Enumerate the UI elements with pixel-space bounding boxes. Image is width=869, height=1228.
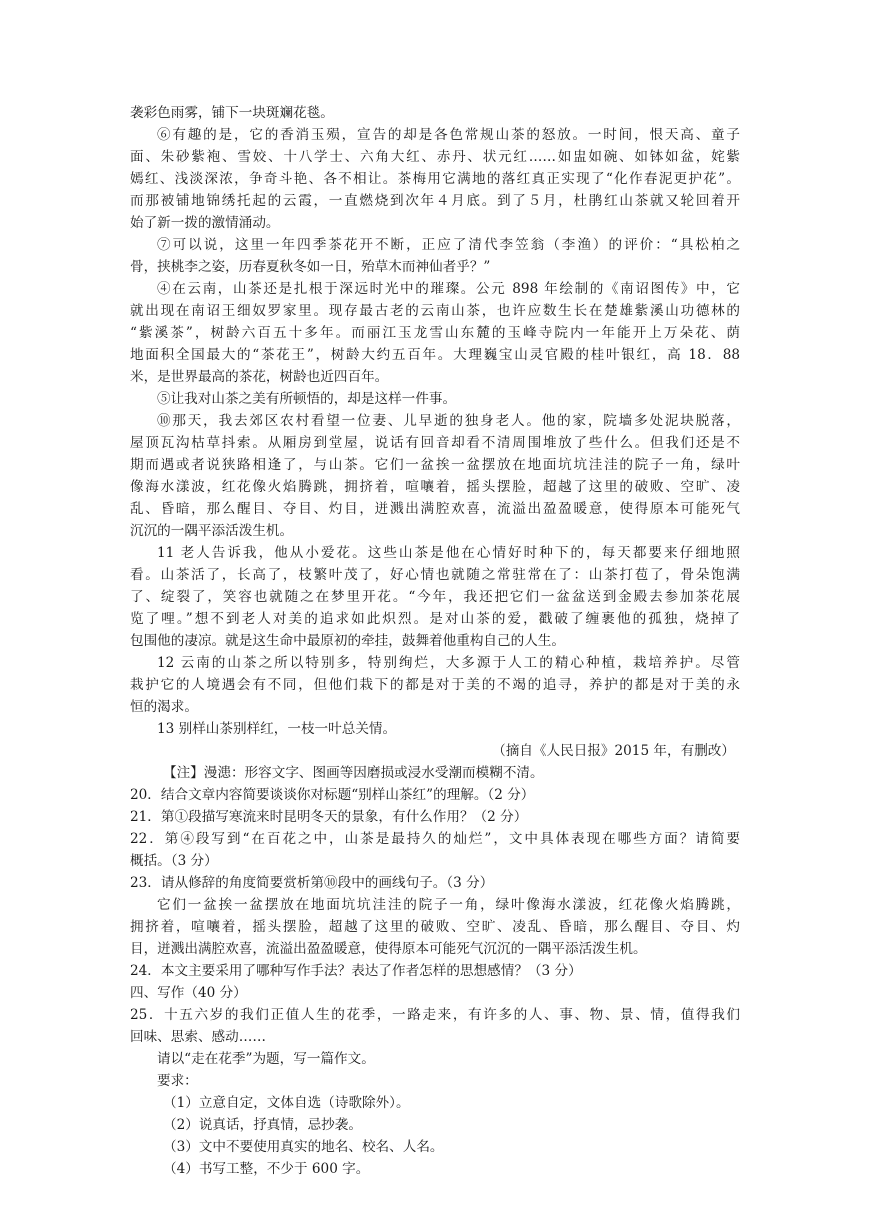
paragraph-line: 就出现在南诏王细奴罗家里。现存最古老的云南山茶，也许应数生长在楚雄紫溪山功德林的: [130, 303, 740, 319]
quoted-passage: 它们一盆挨一盆摆放在地面坑坑洼洼的院子一角，绿叶像海水漾波，红花像火焰腾跳，: [157, 897, 740, 913]
paragraph-line: 11 老人告诉我，他从小爱花。这些山茶是他在心情好时种下的，每天都要来仔细地照: [157, 545, 740, 561]
paragraph-line: 恒的渴求。: [130, 699, 198, 715]
paragraph-line: 像海水漾波，红花像火焰腾跳，拥挤着，喧嚷着，摇头摆脸，超越了这里的破败、空旷、凌: [130, 479, 740, 495]
paragraph-line: ⑥有趣的是，它的香消玉殒，宣告的却是各色常规山茶的怒放。一时间，恨天高、童子: [157, 127, 740, 143]
question-25-cont: 回味、思索、感动……: [130, 1029, 266, 1045]
quoted-passage: 拥挤着，喧嚷着，摇头摆脸，超越了这里的破败、空旷、凌乱、昏暗，那么醒目、夺目、灼: [130, 919, 740, 935]
paragraph-line: 骨，挟桃李之姿，历春夏秋冬如一日，殆草木而神仙者乎？”: [130, 259, 491, 275]
paragraph-line: 袭彩色雨雾，铺下一块斑斓花毯。: [130, 105, 334, 121]
paragraph-line: 览了哩。”想不到老人对美的追求如此炽烈。是对山茶的爱，戳破了缠裹他的孤独，烧掉了: [130, 611, 740, 627]
essay-prompt: 请以“走在花季”为题，写一篇作文。: [157, 1051, 375, 1067]
paragraph-line: ⑦可以说，这里一年四季茶花开不断，正应了清代李笠翁（李渔）的评价：“具松柏之: [157, 237, 740, 253]
paragraph-line: 期而遇或者说狭路相逢了，与山茶。它们一盆挨一盆摆放在地面坑坑洼洼的院子一角，绿叶: [130, 457, 740, 473]
source-citation: （摘自《人民日报》2015 年，有删改）: [492, 743, 735, 759]
paragraph-line: 13 别样山茶别样红，一枝一叶总关情。: [157, 721, 397, 737]
annotation-note: 【注】漫漶：形容文字、图画等因磨损或浸水受潮而模糊不清。: [163, 765, 544, 781]
question-22: 22．第④段写到“在百花之中，山茶是最持久的灿烂”，文中具体表现在哪些方面？请简要: [130, 831, 740, 847]
question-20: 20．结合文章内容简要谈谈你对标题“别样山茶红”的理解。（2 分）: [130, 787, 535, 803]
requirement-item: （1）立意自定，文体自选（诗歌除外）。: [163, 1095, 410, 1111]
paragraph-line: 米，是世界最高的茶花，树龄也近四百年。: [130, 369, 389, 385]
paragraph-line: 沉沉的一隅平添活泼生机。: [130, 523, 294, 539]
paragraph-line: 栽护它的人境遇会有不同，但他们栽下的都是对于美的不竭的追寻，养护的都是对于美的永: [130, 677, 740, 693]
question-23: 23．请从修辞的角度简要赏析第⑩段中的画线句子。（3 分）: [130, 875, 494, 891]
requirement-item: （3）文中不要使用真实的地名、校名、人名。: [163, 1139, 444, 1155]
paragraph-line: 始了新一拨的激情涌动。: [130, 215, 280, 231]
question-25: 25．十五六岁的我们正值人生的花季，一路走来，有许多的人、事、物、景、情，值得我们: [130, 1007, 740, 1023]
question-22-cont: 概括。（3 分）: [130, 853, 218, 869]
paragraph-line: 乱、昏暗，那么醒目、夺目、灼目，迸溅出满腔欢喜，流溢出盈盈暖意，使得原本可能死气: [130, 501, 740, 517]
requirement-item: （4）书写工整，不少于 600 字。: [163, 1161, 370, 1177]
paragraph-line: 而那被铺地锦绣托起的云霞，一直燃烧到次年４月底。到了５月，杜鹃红山茶就又轮回着开: [130, 193, 740, 209]
paragraph-line: 包围他的凄凉。就是这生命中最原初的牵挂，鼓舞着他重构自己的人生。: [130, 633, 565, 649]
paragraph-line: 地面积全国最大的“茶花王”，树龄大约五百年。大理巍宝山灵官殿的桂叶银红，高 18．88: [130, 347, 740, 363]
paragraph-line: 看。山茶活了，长高了，枝繁叶茂了，好心情也就随之常驻常在了：山茶打苞了，骨朵饱满: [130, 567, 740, 583]
paragraph-line: 嫣红、浅淡深浓，争奇斗艳、各不相让。茶梅用它满地的落红真正实现了“化作春泥更护花”。: [130, 171, 740, 187]
paragraph-line: ④在云南，山茶还是扎根于深远时光中的璀璨。公元 898 年绘制的《南诏图传》中，它: [157, 281, 740, 297]
paragraph-line: 屋顶瓦沟枯草抖索。从厢房到堂屋，说话有回音却看不清周围堆放了些什么。但我们还是不: [130, 435, 740, 451]
requirement-item: （2）说真话，抒真情，忌抄袭。: [163, 1117, 362, 1133]
paragraph-line: 了、绽裂了，笑容也就随之在梦里开花。“今年，我还把它们一盆盆送到金殿去参加茶花展: [130, 589, 740, 605]
quoted-passage: 目，迸溅出满腔欢喜，流溢出盈盈暖意，使得原本可能死气沉沉的一隅平添活泼生机。: [130, 941, 647, 957]
paragraph-line: ⑩那天，我去郊区农村看望一位妻、儿早逝的独身老人。他的家，院墙多处泥块脱落，: [157, 413, 740, 429]
paragraph-line: 面、朱砂紫袍、雪姣、十八学士、六角大红、赤丹、状元红……如盅如碗、如钵如盆，姹紫: [130, 149, 740, 165]
question-24: 24．本文主要采用了哪种写作手法？表达了作者怎样的思想感情？（3 分）: [130, 963, 582, 979]
paragraph-line: “紫溪茶”，树龄六百五十多年。而丽江玉龙雪山东麓的玉峰寺院内一年能开上万朵花、荫: [130, 325, 740, 341]
section-heading-writing: 四、写作（40 分）: [130, 985, 247, 1001]
paragraph-line: ⑤让我对山茶之美有所顿悟的，却是这样一件事。: [157, 391, 457, 407]
question-21: 21．第①段描写寒流来时昆明冬天的景象，有什么作用？（2 分）: [130, 809, 528, 825]
requirements-label: 要求：: [157, 1073, 198, 1089]
paragraph-line: 12 云南的山茶之所以特别多，特别绚烂，大多源于人工的精心种植，栽培养护。尽管: [157, 655, 740, 671]
